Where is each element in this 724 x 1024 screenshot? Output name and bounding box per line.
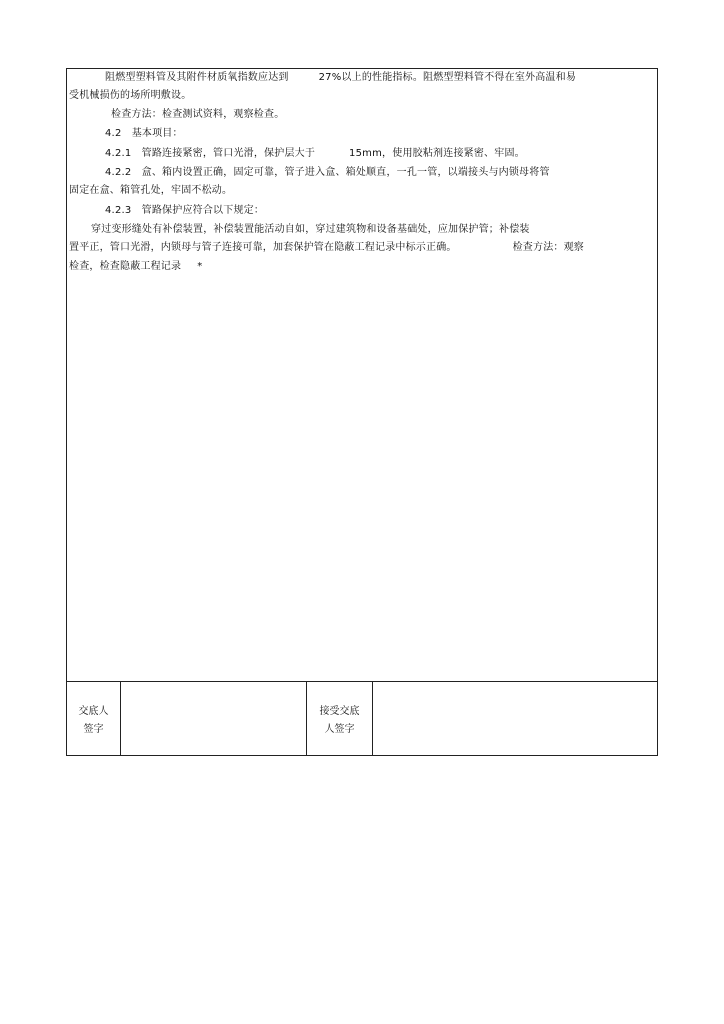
text-line [69,261,202,273]
text-segment: 4.2 基本项目： [105,128,183,139]
receiver-label-line1: 接受交底 [319,706,360,717]
discloser-label-line2: 签字 [83,724,104,735]
text-segment: 检查，检查隐蔽工程记录 [69,261,182,272]
text-line [69,242,584,254]
text-line [105,72,576,84]
text-segment: 穿过变形缝处有补偿装置，补偿装置能活动自如，穿过建筑物和设备基础处，应加保护管；补偿装 [91,224,530,235]
text-segment: 检查方法：观察 [512,242,585,253]
receiver-label-line2: 人签字 [324,724,355,735]
text-segment: 4.2.3 管路保护应符合以下规定： [105,205,265,216]
text-line [105,205,264,217]
text-line [105,167,550,179]
receiver-signature-field[interactable] [373,682,657,756]
disclosure-form [66,68,658,756]
text-line [69,90,191,102]
text-segment: 固定在盒、箱管孔处，牢固不松动。 [69,185,233,196]
text-line [111,109,284,121]
text-segment: 置平正，管口光滑，内锁母与管子连接可靠，加套保护管在隐蔽工程记录中标示正确。 [69,242,457,253]
text-segment: 4.2.1 管路连接紧密，管口光滑，保护层大于 [105,148,316,159]
receiver-label-cell [307,682,373,756]
discloser-signature-field[interactable] [121,682,307,756]
text-segment: 4.2.2 盒、箱内设置正确，固定可靠，管子进入盒、箱处顺直，一孔一管，以端接头与内锁母将管 [105,167,550,178]
discloser-label-line1: 交底人 [78,706,109,717]
text-segment: * [197,261,203,272]
text-line [91,224,530,236]
disclosure-content [67,69,659,681]
text-segment: 受机械损伤的场所明敷设。 [69,90,192,101]
text-line [69,185,232,197]
text-segment: 27%以上的性能指标。阻燃型塑料管不得在室外高温和易 [318,72,577,83]
text-line [105,128,183,140]
text-segment: 检查方法：检查测试资料，观察检查。 [111,109,285,120]
text-line [105,148,525,160]
text-segment: 15mm，使用胶粘剂连接紧密、牢固。 [349,148,525,159]
discloser-label-cell [67,682,121,756]
text-segment: 阻燃型塑料管及其附件材质氧指数应达到 [105,72,289,83]
signature-row [67,681,657,756]
